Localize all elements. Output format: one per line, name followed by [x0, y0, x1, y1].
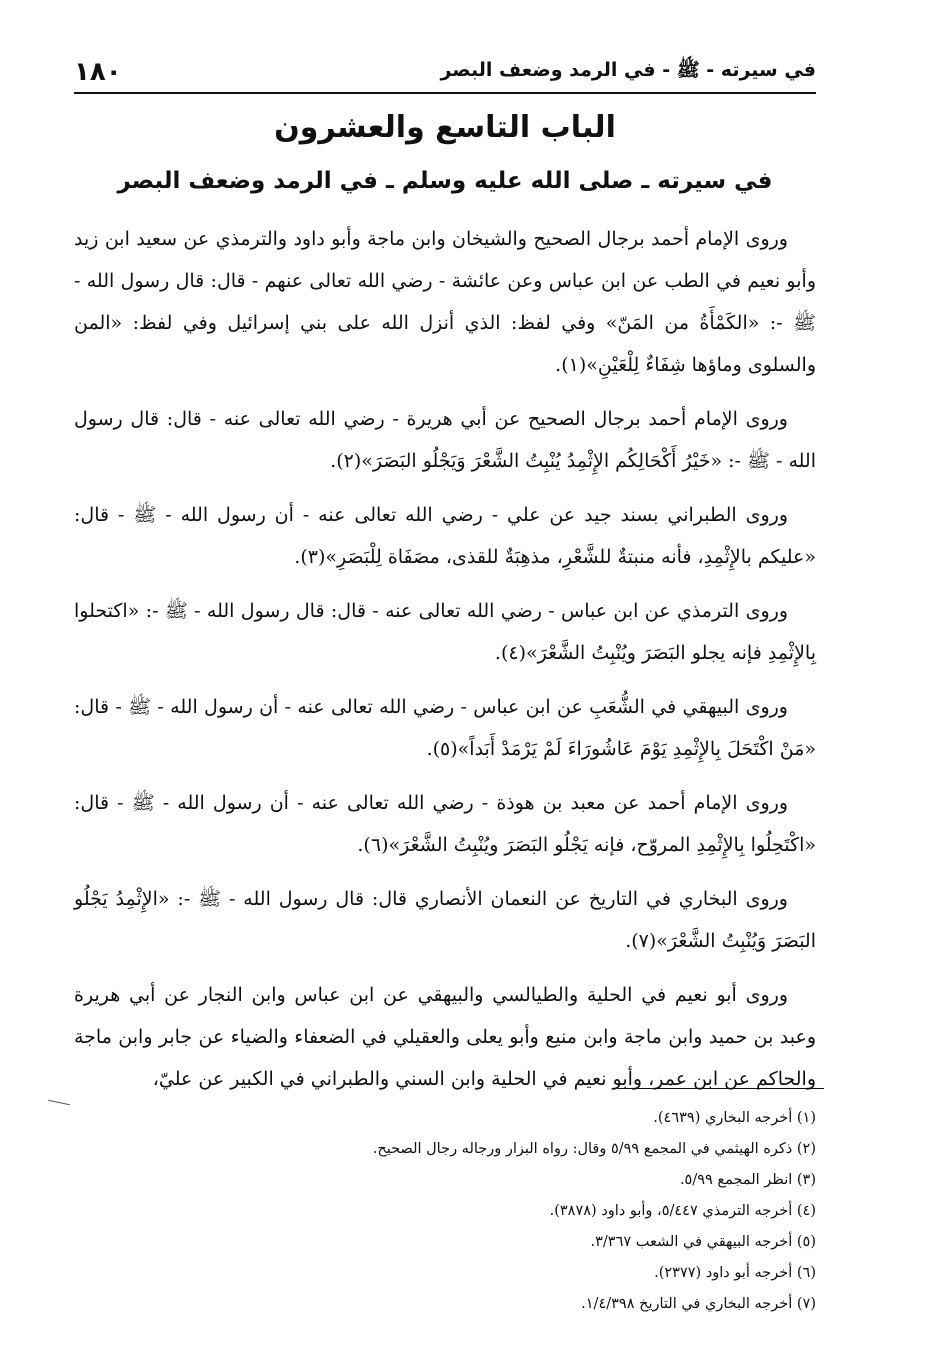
page-number: ١٨٠ [74, 57, 122, 87]
footnote-item: (٣) انظر المجمع ٥/٩٩. [679, 1172, 816, 1188]
footnote-item: (٥) أخرجه البيهقي في الشعب ٣/٣٦٧. [590, 1234, 816, 1250]
paragraph: وروى البيهقي في الشُّعَبِ عن ابن عباس - رضي الله تعالى عنه - أن رسول الله - ﷺ - قال: «مَنْ اكْتَحَلَ بِالإِثْمِدِ يَوْمَ عَاشُورَاءَ لَمْ يَرْمَدْ أَبَداً»(٥). [74, 696, 816, 760]
paragraph: وروى الإمام أحمد برجال الصحيح عن أبي هريرة - رضي الله تعالى عنه - قال: قال رسول الله - ﷺ -: «خَيْرُ أَكْحَالِكُم الإِثْمِدُ يُنْبِتُ الشَّعْرَ وَيَجْلُو البَصَرَ»(٢). [74, 408, 816, 472]
footnote-item: (١) أخرجه البخاري (٤٦٣٩). [653, 1110, 816, 1126]
paragraph: وروى الإمام أحمد برجال الصحيح والشيخان وابن ماجة وأبو داود والترمذي عن سعيد ابن زيد وأبو نعيم في الطب عن ابن عباس وعن عائشة - رضي الله تعالى عنهم - قال: قال رسول الله - ﷺ -: «الكَمْأَةُ من المَنّ» وفي لفظ: الذي أنزل الله على بني إسرائيل وفي لفظ: «المن والسلوى وماؤها شِفَاءٌ لِلْعَيْنِ»(١). [74, 228, 816, 376]
footnote-item: (٢) ذكره الهيثمي في المجمع ٥/٩٩ وقال: رواه البزار ورجاله رجال الصحيح. [372, 1141, 816, 1157]
footnote-item: (٧) أخرجه البخاري في التاريخ ١/٤/٣٩٨. [581, 1296, 816, 1312]
paragraph: وروى الإمام أحمد عن معبد بن هوذة - رضي الله تعالى عنه - أن رسول الله - ﷺ - قال: «اكْتَحِلُوا بِالإِثْمِدِ المروّح، فإنه يَجْلُو البَصَرَ ويُنْبِتُ الشَّعْرَ»(٦). [74, 792, 816, 856]
chapter-subtitle: في سيرته ـ صلى الله عليه وسلم ـ في الرمد وضعف البصر [117, 168, 773, 194]
scan-mark [48, 1100, 70, 1106]
footnote-item: (٦) أخرجه أبو داود (٢٣٧٧). [654, 1265, 816, 1281]
paragraph: وروى الترمذي عن ابن عباس - رضي الله تعالى عنه - قال: قال رسول الله - ﷺ -: «اكتحلوا بِالإِثْمِدِ فإنه يجلو البَصَرَ ويُنْبِتُ الشَّعْرَ»(٤). [74, 600, 816, 664]
paragraph: وروى الطبراني بسند جيد عن علي - رضي الله تعالى عنه - أن رسول الله - ﷺ - قال: «عليكم بالإِثْمِدِ، فأنه منبتةٌ للشَّعْرِ، مذهِبَةٌ للقذى، مصَفَاة لِلْبَصَرِ»(٣). [74, 504, 816, 568]
footnote-divider [618, 1088, 824, 1089]
footnote-item: (٤) أخرجه الترمذي ٥/٤٤٧، وأبو داود (٣٨٧٨). [549, 1203, 816, 1219]
paragraph: وروى البخاري في التاريخ عن النعمان الأنصاري قال: قال رسول الله - ﷺ -: «الإِثْمِدُ يَجْلُو البَصَرَ وَيُنْبِتُ الشَّعْرَ»(٧). [74, 888, 816, 952]
paragraph: وروى أبو نعيم في الحلية والطيالسي والبيهقي عن ابن عباس وابن النجار عن أبي هريرة وعبد بن حميد وابن ماجة وابن منيع وأبو يعلى والعقيلي في الضعفاء والضياء عن جابر وابن ماجة والحاكم عن ابن عمر، وأبو نعيم في الحلية وابن السني والطبراني في الكبير عن عليّ، [74, 984, 816, 1090]
running-head [74, 52, 816, 94]
running-title: في سيرته - ﷺ - في الرمد وضعف البصر [440, 59, 816, 81]
footnotes [74, 1103, 816, 1320]
body-text [74, 218, 816, 1112]
chapter-title: الباب التاسع والعشرون [274, 110, 616, 145]
